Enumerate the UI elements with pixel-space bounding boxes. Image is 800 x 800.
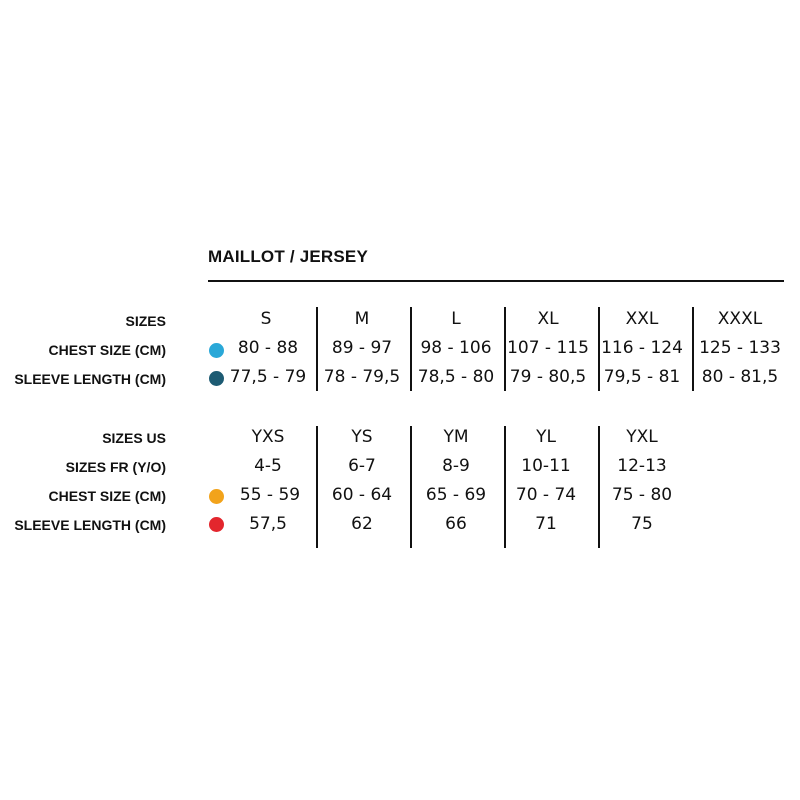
size-us-cell: YM (443, 427, 469, 447)
sleeve-cell: 78,5 - 80 (417, 367, 495, 387)
sleeve-cell: 80 - 81,5 (701, 367, 779, 387)
size-us-cell: YXS (251, 427, 285, 447)
title-underline (208, 280, 784, 282)
youth-sleeve-cell: 75 (631, 514, 653, 534)
youth-chest-cell: 60 - 64 (331, 485, 393, 505)
youth-sleeve-cell: 71 (535, 514, 557, 534)
label-sizes-us: SIZES US (102, 430, 166, 446)
chart-title: MAILLOT / JERSEY (208, 247, 368, 266)
chest-cell: 89 - 97 (331, 338, 393, 358)
label-sizes: SIZES (125, 313, 166, 329)
label-sleeve-length: SLEEVE LENGTH (CM) (14, 371, 166, 387)
size-cell: XXXL (717, 309, 763, 329)
size-fr-cell: 12-13 (617, 456, 667, 476)
youth-chest-size-dot (209, 489, 224, 504)
size-cell: S (260, 309, 272, 329)
size-cell: L (451, 309, 461, 329)
label-youth-sleeve-length: SLEEVE LENGTH (CM) (14, 517, 166, 533)
size-us-cell: YXL (626, 427, 658, 447)
chest-cell: 98 - 106 (420, 338, 492, 358)
sleeve-cell: 79 - 80,5 (509, 367, 587, 387)
youth-sleeve-cell: 57,5 (249, 514, 287, 534)
size-us-cell: YS (351, 427, 373, 447)
size-cell: XXL (625, 309, 659, 329)
chest-cell: 116 - 124 (601, 338, 683, 358)
size-fr-cell: 8-9 (442, 456, 470, 476)
youth-sleeve-cell: 62 (351, 514, 373, 534)
size-fr-cell: 4-5 (254, 456, 282, 476)
sleeve-cell: 77,5 - 79 (229, 367, 307, 387)
size-us-cell: YL (536, 427, 556, 447)
size-cell: XL (537, 309, 559, 329)
chest-cell: 80 - 88 (237, 338, 299, 358)
label-youth-chest-size: CHEST SIZE (CM) (48, 488, 166, 504)
sleeve-cell: 79,5 - 81 (603, 367, 681, 387)
label-sizes-fr: SIZES FR (Y/O) (65, 459, 166, 475)
sleeve-cell: 78 - 79,5 (323, 367, 401, 387)
youth-chest-cell: 70 - 74 (515, 485, 577, 505)
youth-sleeve-cell: 66 (445, 514, 467, 534)
size-fr-cell: 10-11 (521, 456, 571, 476)
size-fr-cell: 6-7 (348, 456, 376, 476)
youth-chest-cell: 65 - 69 (425, 485, 487, 505)
chest-cell: 107 - 115 (507, 338, 589, 358)
youth-chest-cell: 75 - 80 (611, 485, 673, 505)
size-cell: M (354, 309, 370, 329)
chest-cell: 125 - 133 (699, 338, 781, 358)
label-chest-size: CHEST SIZE (CM) (48, 342, 166, 358)
youth-chest-cell: 55 - 59 (239, 485, 301, 505)
